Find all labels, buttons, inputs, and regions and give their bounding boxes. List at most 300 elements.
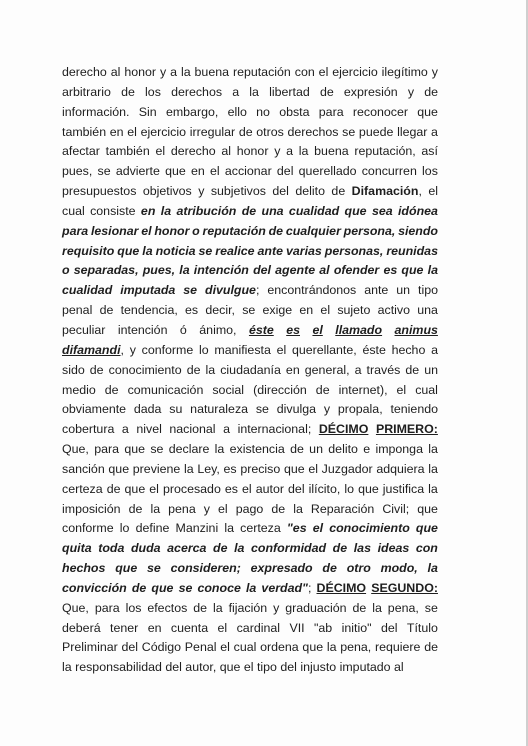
word: ante xyxy=(364,283,389,298)
word: de xyxy=(131,580,147,595)
word: que xyxy=(415,521,438,536)
word: pago xyxy=(235,501,264,516)
word: hecho xyxy=(391,342,426,357)
word: nacional xyxy=(169,422,216,437)
word: de xyxy=(424,84,438,99)
word: los xyxy=(125,600,142,615)
text-line xyxy=(62,321,438,341)
word: atribución xyxy=(176,203,237,218)
word: conforme xyxy=(62,521,114,536)
word: embargo, xyxy=(165,104,219,119)
text-line xyxy=(62,559,438,579)
word: se xyxy=(242,303,256,318)
word: un xyxy=(309,442,323,457)
word: puede xyxy=(358,124,394,139)
word: obsta xyxy=(279,104,310,119)
word: el xyxy=(308,461,318,476)
word: de xyxy=(290,442,304,457)
word: no xyxy=(256,104,270,119)
word: llegar xyxy=(397,124,428,139)
text-line xyxy=(62,123,438,143)
word: Que, xyxy=(62,600,89,615)
word: que xyxy=(151,580,174,595)
word: internet), xyxy=(338,382,388,397)
word: de xyxy=(424,640,438,655)
text-segment: la responsabilidad del autor, que el tipo del injusto imputado al xyxy=(62,660,404,675)
word: exige xyxy=(262,303,293,318)
word: de xyxy=(405,362,420,377)
word: es xyxy=(223,461,237,476)
word: y xyxy=(273,600,280,615)
word: ejercicio xyxy=(332,65,378,79)
word: cual xyxy=(233,640,257,655)
word: sanción xyxy=(62,461,105,476)
word: expresión xyxy=(343,84,398,99)
word: que xyxy=(124,442,145,457)
word: la xyxy=(427,263,438,278)
word: información. xyxy=(62,104,130,119)
word: con xyxy=(415,541,438,556)
word: divulga xyxy=(276,402,317,417)
word: el xyxy=(220,640,230,655)
word: para xyxy=(94,600,120,615)
word: éste xyxy=(248,322,274,337)
word: justifica xyxy=(382,481,425,496)
word: en xyxy=(140,203,156,218)
word: para xyxy=(62,223,89,238)
text-line xyxy=(62,500,438,520)
word: que xyxy=(283,461,305,476)
word: DÉCIMO xyxy=(316,580,367,595)
word: los xyxy=(422,164,438,179)
word: afectar xyxy=(62,144,100,159)
word: en xyxy=(299,303,314,318)
word: al xyxy=(110,65,121,79)
word: de xyxy=(121,84,135,99)
word: los xyxy=(145,84,161,99)
word: libertad xyxy=(269,84,310,99)
word: que xyxy=(124,481,146,496)
word: buena xyxy=(314,144,349,159)
word: pues, xyxy=(62,164,93,179)
word: noticia xyxy=(155,243,196,258)
word: a xyxy=(431,124,438,139)
word: cardinal xyxy=(236,620,281,635)
word: consiste xyxy=(90,203,136,218)
text-line xyxy=(62,301,438,321)
word: accionar xyxy=(224,164,272,179)
word: el xyxy=(127,124,137,139)
word: la xyxy=(428,481,438,496)
text-line xyxy=(62,242,438,262)
word: querellante, xyxy=(291,342,357,357)
word: y xyxy=(407,84,415,99)
word: la xyxy=(234,541,245,556)
word: también xyxy=(62,124,107,139)
word: para xyxy=(318,104,344,119)
word: de xyxy=(99,303,114,318)
word: que xyxy=(358,481,379,496)
word: agente xyxy=(275,263,316,278)
word: toda xyxy=(98,541,125,556)
word: efectos xyxy=(147,600,188,615)
word: la xyxy=(142,243,153,258)
text-line xyxy=(62,182,438,202)
word: declare xyxy=(168,442,210,457)
word: el xyxy=(312,521,324,536)
word: reputación xyxy=(202,223,266,238)
word: pues, xyxy=(142,263,176,278)
word: que xyxy=(401,263,424,278)
word: dada xyxy=(133,402,162,417)
word: ofender xyxy=(333,263,380,278)
text-line xyxy=(62,202,438,222)
word: sea xyxy=(371,203,393,218)
word: al xyxy=(319,263,330,278)
word: Que, xyxy=(62,442,89,457)
word: un xyxy=(396,283,411,298)
word: la xyxy=(212,600,223,615)
word: y xyxy=(198,184,205,199)
word: la xyxy=(245,580,257,595)
word: de xyxy=(193,600,208,615)
text-line xyxy=(62,460,438,480)
word: medio xyxy=(62,382,96,397)
text-line xyxy=(62,539,438,559)
word: arbitrario xyxy=(62,84,111,99)
word: de xyxy=(332,541,348,556)
word: animus xyxy=(394,322,438,337)
word: ilegítimo xyxy=(381,65,428,79)
word: a xyxy=(286,144,294,159)
word: de xyxy=(186,362,201,377)
word: y xyxy=(159,65,167,79)
word: la xyxy=(205,362,216,377)
word: se xyxy=(198,243,213,258)
word: social xyxy=(212,382,245,397)
word: conformidad xyxy=(251,541,327,556)
text-line xyxy=(62,142,438,162)
word: Penal xyxy=(184,640,217,655)
word: el xyxy=(242,481,252,496)
word: fijación xyxy=(228,600,268,615)
word: con xyxy=(294,65,315,79)
word: cualidad xyxy=(288,203,340,218)
word: el xyxy=(276,342,287,357)
word: e xyxy=(363,442,371,457)
word: "es xyxy=(286,521,307,536)
word: un xyxy=(424,362,438,377)
word: ordena xyxy=(260,640,299,655)
text-line xyxy=(62,599,438,619)
word: divulgue; xyxy=(205,283,260,298)
word: el xyxy=(217,620,228,635)
word: "ab xyxy=(314,620,333,635)
word: activo xyxy=(377,303,410,318)
word: se xyxy=(178,580,193,595)
word: concurren xyxy=(361,164,417,179)
word: teniendo xyxy=(390,402,438,417)
word: así xyxy=(421,144,438,159)
word: el xyxy=(149,481,159,496)
word: Reparación xyxy=(310,501,375,516)
word: delito xyxy=(295,184,325,199)
word: deberá xyxy=(62,620,101,635)
word: consideren; xyxy=(170,561,241,576)
word: Juzgador xyxy=(321,461,373,476)
word: convicción xyxy=(62,580,127,595)
word: difamandi, xyxy=(62,342,124,357)
word: honor xyxy=(154,223,190,238)
word: llamado xyxy=(335,322,383,337)
word: quita xyxy=(62,541,92,556)
word: decir, xyxy=(205,303,235,318)
word: del xyxy=(272,184,289,199)
word: el xyxy=(218,501,228,516)
word: que xyxy=(108,461,130,476)
word: de xyxy=(331,184,346,199)
word: ciudadanía xyxy=(220,362,281,377)
word: tendencia, xyxy=(120,303,178,318)
word: del xyxy=(121,640,139,655)
word: pena, xyxy=(387,600,419,615)
word: lo xyxy=(119,521,130,536)
word: sido xyxy=(62,362,85,377)
word: ello xyxy=(227,104,247,119)
word: el xyxy=(210,164,220,179)
text-line xyxy=(62,361,438,381)
word: conoce xyxy=(197,580,241,595)
text-line xyxy=(62,658,438,678)
word: a xyxy=(223,422,231,437)
word: define xyxy=(135,521,170,536)
word: la xyxy=(427,561,438,576)
word: procesado xyxy=(162,481,221,496)
word: conocimiento xyxy=(329,521,410,536)
word: su xyxy=(169,402,183,417)
word: del xyxy=(253,263,271,278)
word: y xyxy=(129,342,136,357)
word: reputación, xyxy=(354,144,416,159)
word: objetivos xyxy=(142,184,192,199)
word: nivel xyxy=(136,422,162,437)
word: se xyxy=(255,402,269,417)
word: una xyxy=(261,203,284,218)
word: el xyxy=(155,144,166,159)
word: acerca xyxy=(167,541,207,556)
word: el xyxy=(318,65,329,79)
word: penal xyxy=(62,303,93,318)
text-line xyxy=(62,579,438,599)
word: y xyxy=(431,65,438,79)
word: a xyxy=(431,342,438,357)
text-line xyxy=(62,83,438,103)
word: buena xyxy=(194,65,229,79)
word: la xyxy=(293,501,303,516)
word: también xyxy=(105,144,150,159)
word: la xyxy=(180,65,191,79)
word: manifiesta xyxy=(214,342,271,357)
word: expresado xyxy=(250,561,313,576)
word: sujeto xyxy=(337,303,371,318)
word: hechos xyxy=(62,561,106,576)
text-line xyxy=(62,519,438,539)
word: reputación xyxy=(232,65,291,79)
word: realice xyxy=(215,243,255,258)
word: se xyxy=(342,124,356,139)
word: SEGUNDO: xyxy=(371,580,438,595)
word: la xyxy=(150,501,161,516)
word: éste xyxy=(362,342,386,357)
word: lo xyxy=(344,481,355,496)
word: Título xyxy=(406,620,438,635)
word: (dirección xyxy=(253,382,307,397)
word: derechos xyxy=(171,84,223,99)
word: de xyxy=(238,124,253,139)
word: de xyxy=(315,382,330,397)
word: la xyxy=(428,461,438,476)
word: conocimiento xyxy=(108,362,182,377)
word: honor xyxy=(124,65,157,79)
word: Sin xyxy=(138,104,157,119)
word: lo xyxy=(199,342,209,357)
word: DÉCIMO xyxy=(318,422,369,437)
word: es xyxy=(224,481,238,496)
word: en xyxy=(285,362,300,377)
word: de xyxy=(89,362,104,377)
word: la xyxy=(249,84,259,99)
word: obviamente xyxy=(62,402,127,417)
word: la xyxy=(372,600,382,615)
word: Difamación, xyxy=(351,184,422,199)
word: duda xyxy=(130,541,161,556)
word: requiere xyxy=(374,640,421,655)
word: o xyxy=(192,223,200,238)
word: conforme xyxy=(141,342,194,357)
word: derechos xyxy=(287,124,339,139)
word: que xyxy=(117,243,140,258)
word: Preliminar xyxy=(62,640,118,655)
word: lesionar xyxy=(90,223,139,238)
word: la xyxy=(184,461,194,476)
word: de xyxy=(271,501,286,516)
text-line xyxy=(62,162,438,182)
word: otro xyxy=(346,561,371,576)
word: varias xyxy=(285,243,322,258)
text-line xyxy=(62,420,438,440)
word: en xyxy=(109,124,124,139)
word: a xyxy=(354,362,362,377)
word: reunidas xyxy=(386,243,438,258)
word: derecho xyxy=(170,144,216,159)
word: ó xyxy=(179,322,187,337)
word: verdad"; xyxy=(261,580,312,595)
word: de xyxy=(268,223,284,238)
word: de xyxy=(322,561,337,576)
text-line xyxy=(62,281,438,301)
word: es xyxy=(383,263,398,278)
word: se xyxy=(183,283,198,298)
word: que xyxy=(165,164,186,179)
word: se xyxy=(150,442,164,457)
text-line xyxy=(62,440,438,460)
word: que xyxy=(344,203,367,218)
word: idónea xyxy=(397,203,438,218)
word: propala, xyxy=(337,402,383,417)
word: requisito xyxy=(62,243,115,258)
word: el xyxy=(428,184,438,199)
text-line xyxy=(62,638,438,658)
word: initio" xyxy=(341,620,372,635)
word: el xyxy=(312,322,323,337)
word: cobertura xyxy=(62,422,115,437)
word: VII xyxy=(289,620,305,635)
word: la xyxy=(428,442,438,457)
word: pena xyxy=(168,501,196,516)
word: de xyxy=(128,501,143,516)
word: querellado xyxy=(298,164,357,179)
word: personas, xyxy=(324,243,384,258)
word: la xyxy=(326,640,337,655)
word: modo, xyxy=(380,561,418,576)
word: ilícito, xyxy=(308,481,341,496)
word: que xyxy=(417,501,438,516)
word: derecho xyxy=(62,65,107,79)
word: a xyxy=(170,65,177,79)
word: ante xyxy=(257,243,284,258)
word: que xyxy=(417,104,438,119)
word: Civil; xyxy=(382,501,410,516)
word: o xyxy=(62,263,70,278)
word: persona, xyxy=(343,223,396,238)
word: en xyxy=(147,620,162,635)
word: graduación xyxy=(285,600,347,615)
word: se xyxy=(424,600,438,615)
text-line xyxy=(62,480,438,500)
text-line xyxy=(62,261,438,281)
word: de xyxy=(241,203,257,218)
word: cual xyxy=(415,382,438,397)
word: presupuestos xyxy=(62,184,137,199)
word: intención xyxy=(193,263,249,278)
word: tipo xyxy=(418,283,438,298)
word: las xyxy=(353,541,371,556)
word: en xyxy=(191,164,205,179)
word: a xyxy=(121,422,129,437)
word: se xyxy=(97,164,111,179)
word: intención xyxy=(117,322,168,337)
word: encontrándonos xyxy=(267,283,357,298)
word: del xyxy=(276,164,294,179)
word: para xyxy=(94,442,119,457)
word: la xyxy=(179,263,190,278)
word: ánimo, xyxy=(199,322,237,337)
word: ejercicio xyxy=(140,124,187,139)
word: al xyxy=(221,144,232,159)
word: la xyxy=(298,144,309,159)
word: delito xyxy=(328,442,358,457)
word: es xyxy=(286,322,300,337)
word: separadas, xyxy=(73,263,139,278)
text-line xyxy=(62,619,438,639)
word: través xyxy=(366,362,401,377)
word: es xyxy=(185,303,199,318)
word: autor xyxy=(255,481,284,496)
word: el xyxy=(396,382,407,397)
word: de xyxy=(352,600,367,615)
word: certeza xyxy=(240,521,281,536)
text-line xyxy=(62,222,438,242)
